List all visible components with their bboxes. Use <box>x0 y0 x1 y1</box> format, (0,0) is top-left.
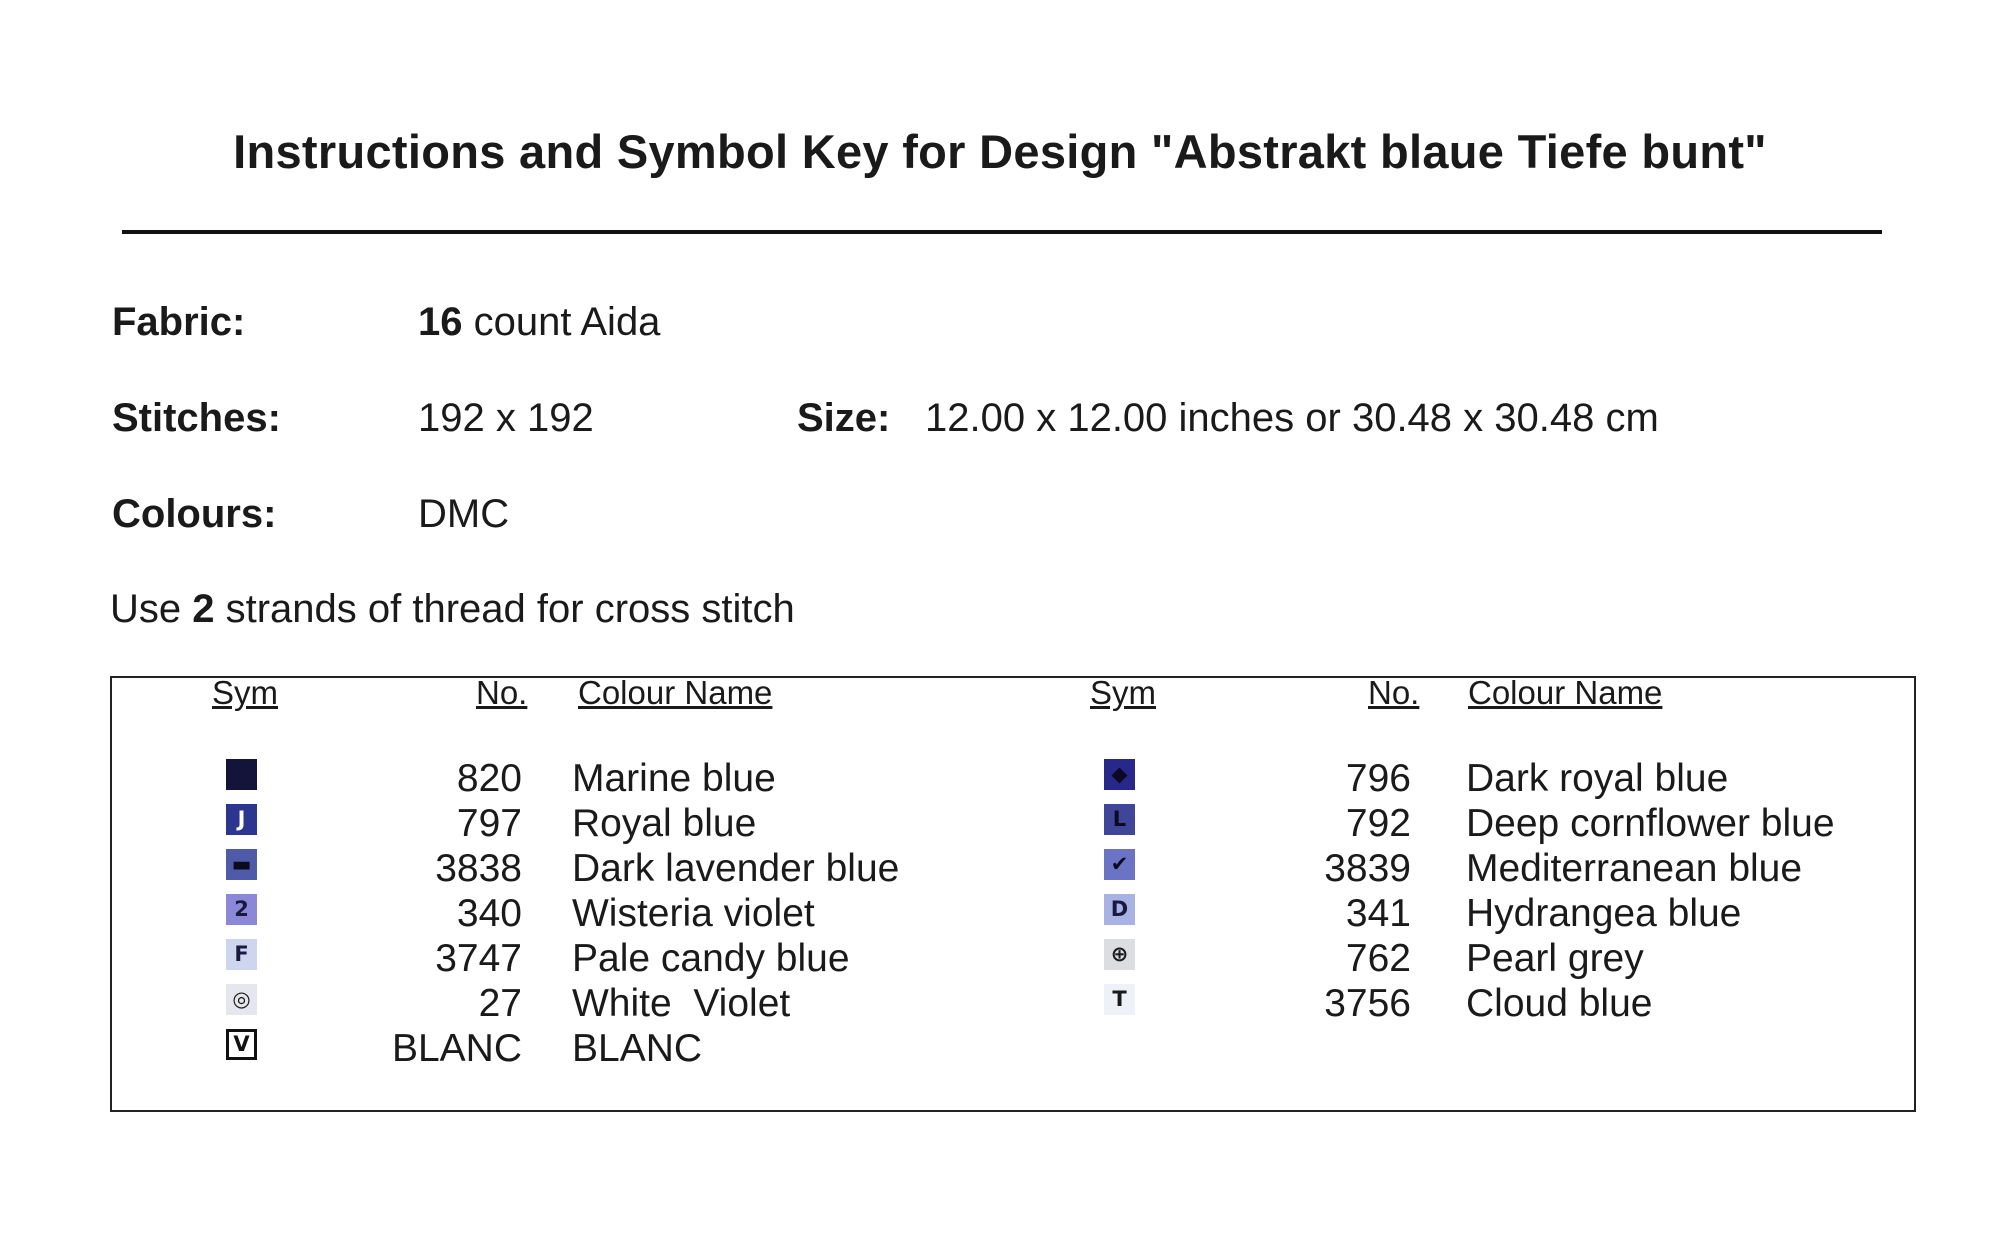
title-divider <box>122 230 1882 234</box>
symbol-swatch-icon: J <box>226 804 257 835</box>
dmc-number: 820 <box>456 757 522 800</box>
size-label: Size: <box>797 396 891 440</box>
dmc-number: 27 <box>478 982 522 1025</box>
dmc-number: 796 <box>1345 757 1411 800</box>
dmc-number: 3756 <box>1324 982 1411 1025</box>
strands-note <box>110 587 795 632</box>
key-row <box>0 937 2000 982</box>
dmc-number: 3838 <box>435 847 522 890</box>
symbol-swatch-icon: D <box>1104 894 1135 925</box>
dmc-number: 341 <box>1345 892 1411 935</box>
dmc-number: BLANC <box>391 1027 522 1070</box>
left-sym-header: Sym <box>212 674 278 711</box>
colour-name: Wisteria violet <box>572 892 815 935</box>
page-title: Instructions and Symbol Key for Design "Abstrakt blaue Tiefe bunt" <box>233 125 1767 178</box>
fabric-count: 16 <box>418 300 463 344</box>
colour-name: Hydrangea blue <box>1466 892 1742 935</box>
symbol-swatch-icon: T <box>1104 984 1135 1015</box>
colour-name: Royal blue <box>572 802 757 845</box>
dmc-number: 340 <box>456 892 522 935</box>
dmc-number: 762 <box>1345 937 1411 980</box>
right-name-header: Colour Name <box>1468 674 1663 711</box>
size-value: 12.00 x 12.00 inches or 30.48 x 30.48 cm <box>925 396 1659 440</box>
fabric-label: Fabric: <box>112 300 246 344</box>
key-row <box>0 892 2000 937</box>
dmc-number: 792 <box>1345 802 1411 845</box>
strands-count: 2 <box>192 587 215 631</box>
strands-before: Use <box>110 587 193 631</box>
dmc-number: 3747 <box>435 937 522 980</box>
right-sym-header: Sym <box>1090 674 1156 711</box>
colour-name: Pearl grey <box>1466 937 1644 980</box>
right-no-header: No. <box>1368 674 1420 711</box>
symbol-swatch-icon: ◆ <box>1104 759 1135 790</box>
symbol-swatch-icon: 2 <box>226 894 257 925</box>
colours-value: DMC <box>418 492 510 536</box>
left-name-header: Colour Name <box>578 674 773 711</box>
symbol-swatch-icon: ⊕ <box>1104 939 1135 970</box>
stitches-label: Stitches: <box>112 396 281 440</box>
key-row <box>0 1027 2000 1072</box>
key-row <box>0 847 2000 892</box>
colour-name: Deep cornflower blue <box>1466 802 1835 845</box>
colour-name: Cloud blue <box>1466 982 1653 1025</box>
symbol-swatch-icon: F <box>226 939 257 970</box>
left-no-header: No. <box>476 674 528 711</box>
fabric-type: count Aida <box>462 300 661 344</box>
symbol-swatch-icon: ◎ <box>226 984 257 1015</box>
colour-name: Dark royal blue <box>1466 757 1729 800</box>
colour-name: Pale candy blue <box>572 937 850 980</box>
symbol-swatch-icon: ✔ <box>1104 849 1135 880</box>
colours-label: Colours: <box>112 492 277 536</box>
key-row <box>0 982 2000 1027</box>
strands-after: strands of thread for cross stitch <box>214 587 795 631</box>
symbol-swatch-icon: V <box>226 1029 257 1060</box>
dmc-number: 3839 <box>1324 847 1411 890</box>
dmc-number: 797 <box>456 802 522 845</box>
colour-name: Dark lavender blue <box>572 847 900 890</box>
colour-name: White Violet <box>572 982 791 1025</box>
symbol-swatch-icon: L <box>1104 804 1135 835</box>
stitches-value: 192 x 192 <box>418 396 594 440</box>
colour-name: Mediterranean blue <box>1466 847 1803 890</box>
key-row <box>0 757 2000 802</box>
key-row <box>0 802 2000 847</box>
colour-name: BLANC <box>572 1027 703 1070</box>
symbol-swatch-icon: ▬ <box>226 849 257 880</box>
fabric-value <box>418 300 660 345</box>
colour-name: Marine blue <box>572 757 776 800</box>
